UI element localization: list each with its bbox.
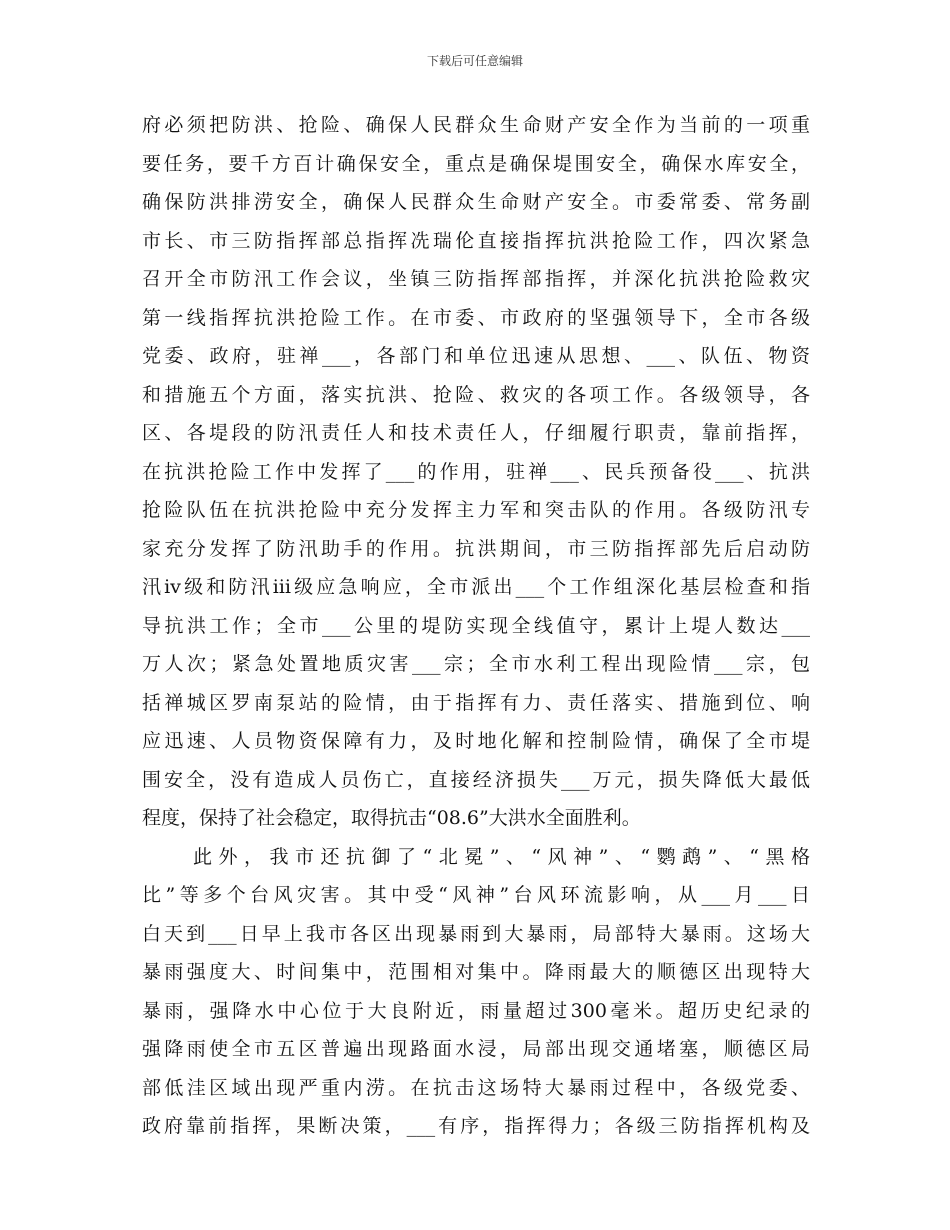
- document-body: [142, 106, 810, 1146]
- text-line: 要任务，要千方百计确保安全，重点是确保堤围安全，确保水库安全，: [142, 152, 810, 175]
- text-line: 强降雨使全市五区普遍出现路面水浸，局部出现交通堵塞，顺德区局: [142, 1038, 810, 1060]
- text-line: 政府靠前指挥，果断决策，___有序，指挥得力；各级三防指挥机构及: [142, 1115, 810, 1137]
- text-line: 汛ⅳ级和防汛ⅲ级应急响应，全市派出___个工作组深化基层检查和指: [142, 576, 810, 598]
- text-line: 暴雨，强降水中心位于大良附近，雨量超过300毫米。超历史纪录的: [142, 999, 810, 1022]
- text-line: 应迅速、人员物资保障有力，及时地化解和控制险情，确保了全市堤: [142, 730, 810, 752]
- text-line: 确保防洪排涝安全，确保人民群众生命财产安全。市委常委、常务副: [142, 191, 810, 213]
- text-line: 暴雨强度大、时间集中，范围相对集中。降雨最大的顺德区出现特大: [142, 961, 810, 983]
- text-line: 召开全市防汛工作会议，坐镇三防指挥部指挥，并深化抗洪抢险救灾: [142, 268, 810, 290]
- text-line: 和措施五个方面，落实抗洪、抢险、救灾的各项工作。各级领导，各: [142, 383, 810, 406]
- paragraph-end-line: 程度，保持了社会稳定，取得抗击“08.6”大洪水全面胜利。: [142, 807, 641, 829]
- text-line: 白天到___日早上我市各区出现暴雨到大暴雨，局部特大暴雨。这场大: [142, 922, 810, 945]
- text-line: 府必须把防洪、抢险、确保人民群众生命财产安全作为当前的一项重: [142, 114, 810, 136]
- text-line: 家充分发挥了防汛助手的作用。抗洪期间，市三防指挥部先后启动防: [142, 537, 810, 560]
- text-line: 区、各堤段的防汛责任人和技术责任人，仔细履行职责，靠前指挥，: [142, 422, 810, 444]
- text-line: 比”等多个台风灾害。其中受“风神”台风环流影响，从___月___日: [142, 884, 810, 906]
- text-line: 万人次；紧急处置地质灾害___宗；全市水利工程出现险情___宗，包: [142, 653, 810, 675]
- text-line: 部低洼区域出现严重内涝。在抗击这场特大暴雨过程中，各级党委、: [142, 1076, 810, 1099]
- text-line: 围安全，没有造成人员伤亡，直接经济损失___万元，损失降低大最低: [142, 768, 810, 791]
- text-line: 括禅城区罗南泵站的险情，由于指挥有力、责任落实、措施到位、响: [142, 691, 810, 714]
- paragraph-start-line: 此外，我市还抗御了“北冕”、“风神”、“鹦鹉”、“黑格: [142, 845, 810, 868]
- page-header: 下载后可任意编辑: [426, 54, 523, 68]
- text-line: 抢险队伍在抗洪抢险中充分发挥主力军和突击队的作用。各级防汛专: [142, 499, 810, 521]
- text-line: 导抗洪工作；全市___公里的堤防实现全线值守，累计上堤人数达___: [142, 614, 810, 637]
- text-line: 在抗洪抢险工作中发挥了___的作用，驻禅___、民兵预备役___、抗洪: [142, 460, 810, 483]
- text-line: 市长、市三防指挥部总指挥冼瑞伦直接指挥抗洪抢险工作，四次紧急: [142, 229, 810, 252]
- text-line: 第一线指挥抗洪抢险工作。在市委、市政府的坚强领导下，全市各级: [142, 306, 810, 329]
- text-line: 党委、政府，驻禅___，各部门和单位迅速从思想、___、队伍、物资: [142, 345, 810, 367]
